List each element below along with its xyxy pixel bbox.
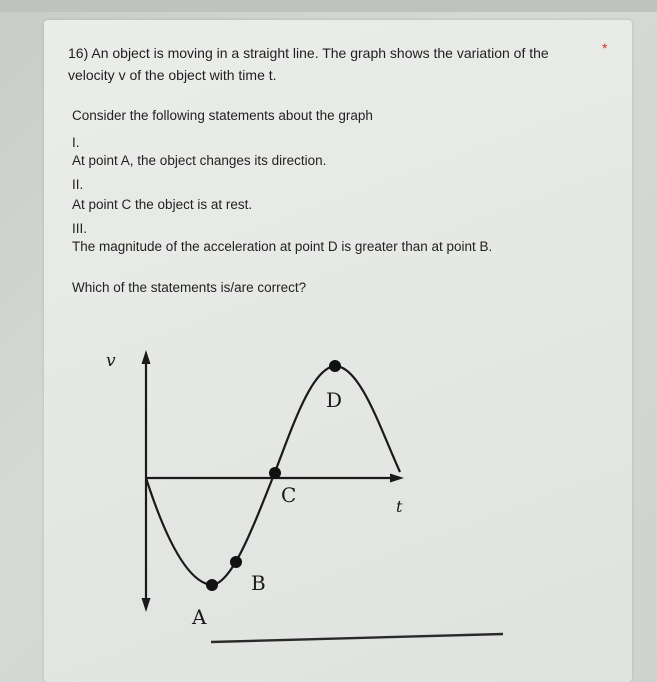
v-axis-label: v — [106, 351, 116, 371]
question-intro: Consider the following statements about the graph — [72, 108, 373, 123]
t-axis-label: t — [396, 497, 403, 516]
point-a-label: A — [192, 605, 207, 629]
v-axis-arrowhead — [142, 350, 151, 364]
statement-3-numeral: III. — [72, 221, 88, 236]
answer-line[interactable] — [211, 634, 503, 642]
point-d-marker — [329, 360, 341, 372]
question-title: 16) An object is moving in a straight line. The graph shows the variation of the velocity v of the object with time t. — [68, 45, 549, 83]
point-c-marker — [269, 467, 281, 479]
statement-1-text: At point A, the object changes its direction. — [72, 153, 327, 168]
question-prompt: Which of the statements is/are correct? — [72, 280, 307, 295]
statement-2-text: At point C the object is at rest. — [72, 197, 253, 212]
statement-1-numeral: I. — [72, 135, 80, 150]
t-axis-arrowhead — [390, 474, 404, 483]
point-a-marker — [206, 579, 218, 591]
point-b-marker — [230, 556, 242, 568]
required-marker: * — [602, 40, 608, 56]
statement-2-numeral: II. — [72, 177, 84, 192]
point-c-label: C — [281, 483, 297, 507]
statement-3-text: The magnitude of the acceleration at point D is greater than at point B. — [72, 239, 493, 254]
point-d-label: D — [326, 388, 343, 412]
point-b-label: B — [251, 571, 266, 595]
v-axis-bottom-arrowhead — [142, 598, 151, 612]
